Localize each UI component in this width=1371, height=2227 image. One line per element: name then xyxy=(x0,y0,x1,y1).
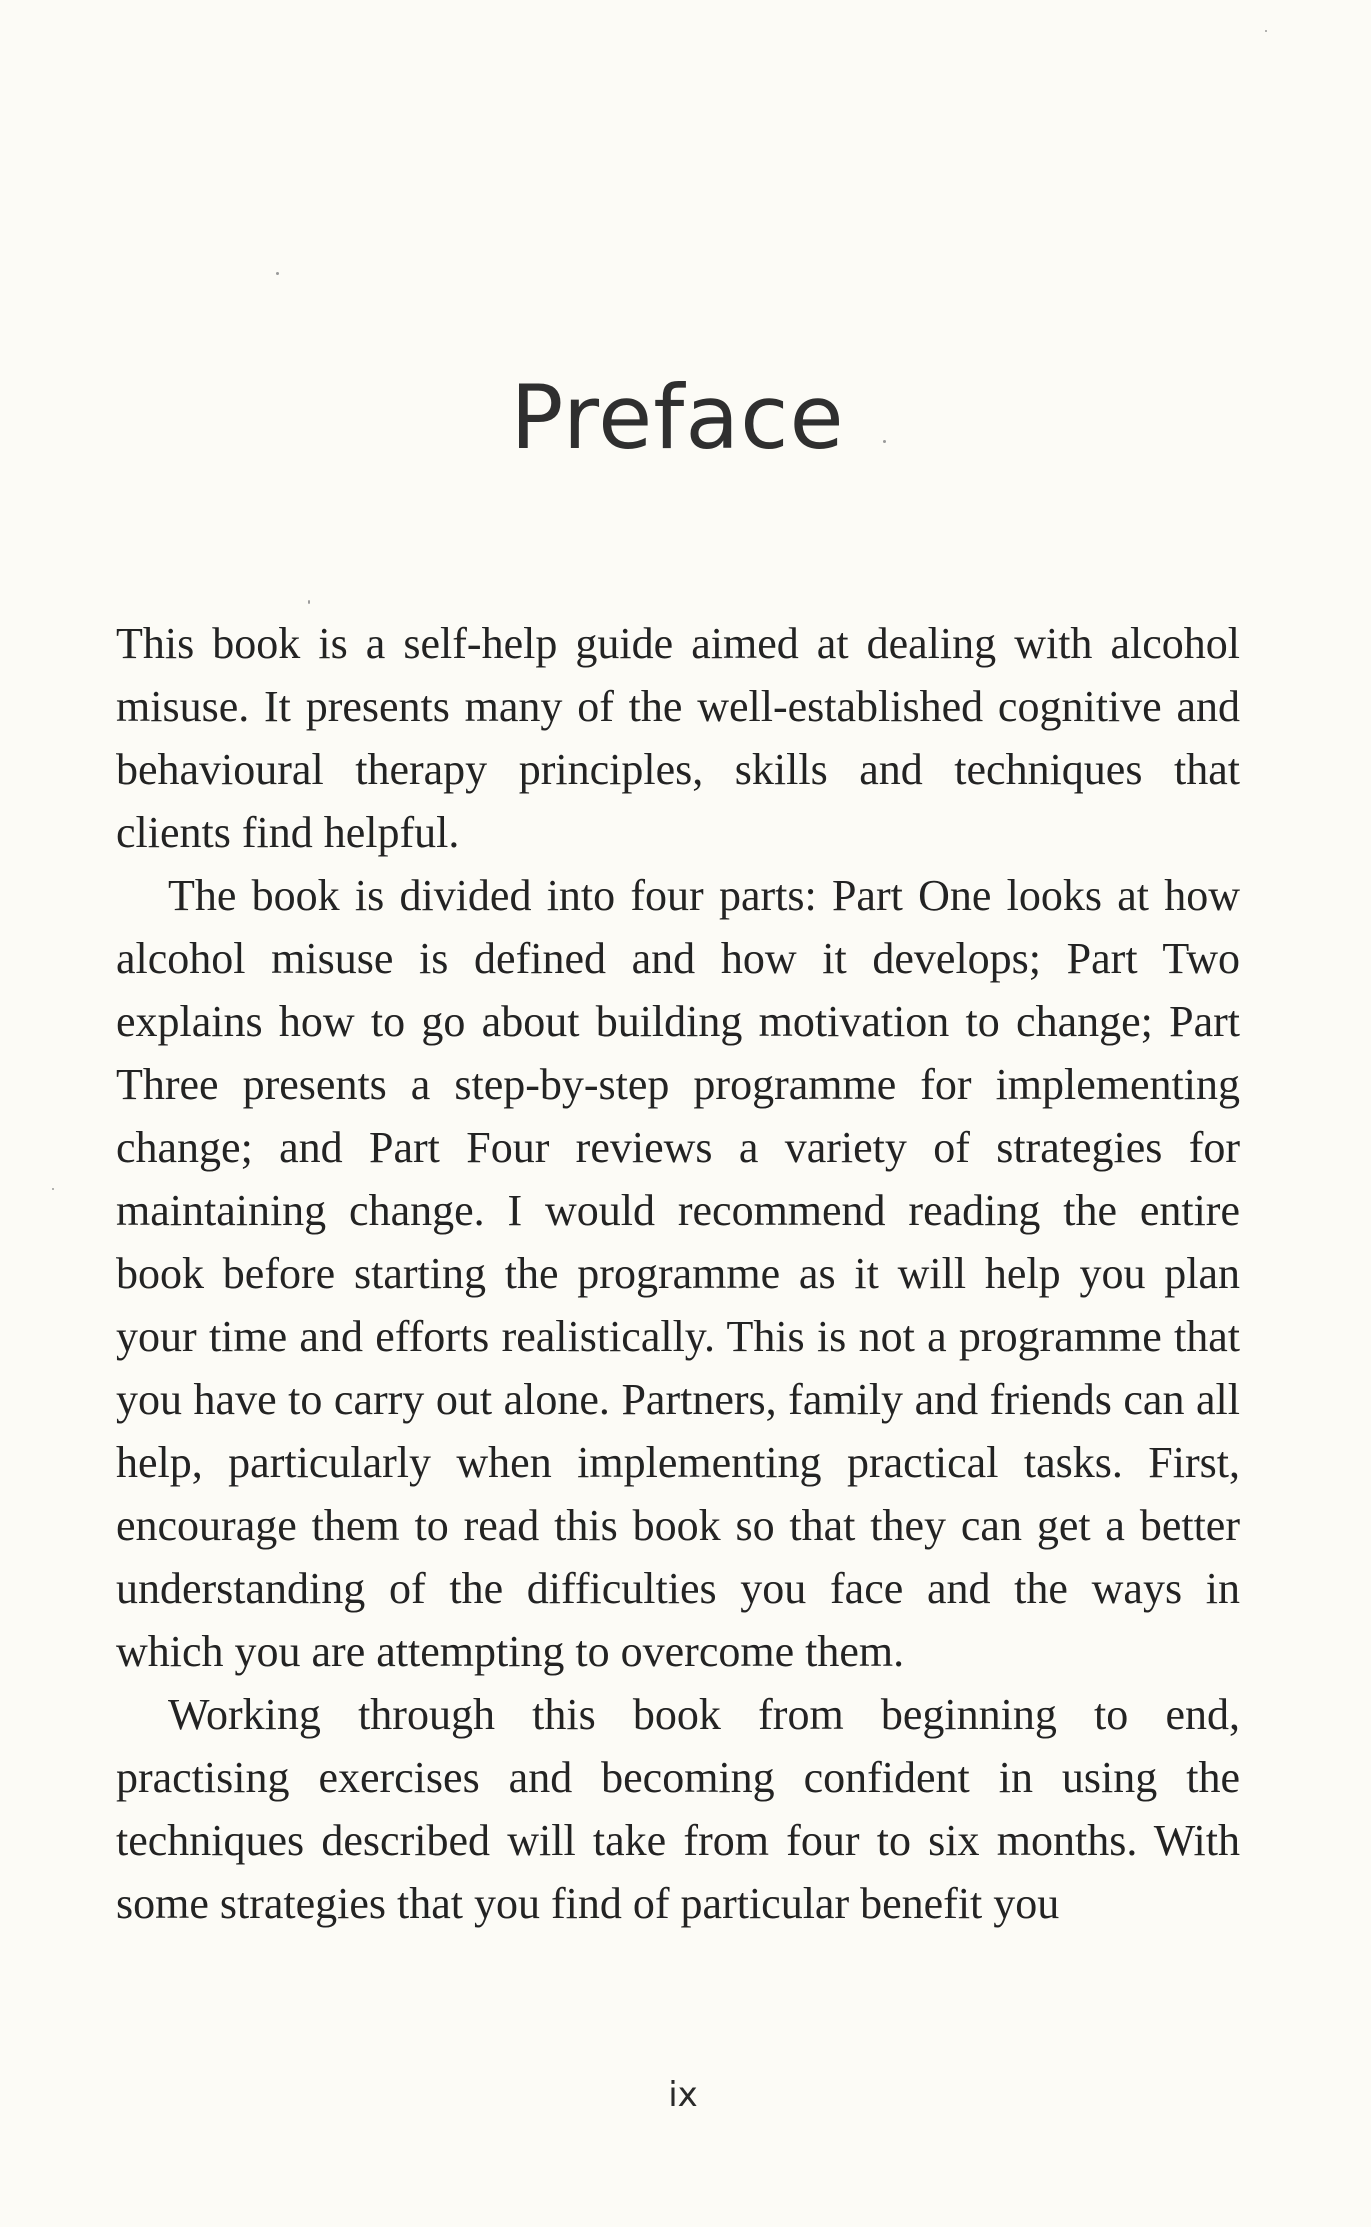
paper-speck xyxy=(1265,30,1267,32)
body-text xyxy=(116,612,1240,1935)
paragraph-1: This book is a self-help guide aimed at dealing with alcohol misuse. It presents many of the well-established cognitive and behavioural therapy principles, skills and techniques that clients find helpful. xyxy=(116,619,1240,857)
paper-speck xyxy=(52,1188,54,1190)
page-number: ix xyxy=(668,2075,698,2115)
paragraph-2: The book is divided into four parts: Part One looks at how alcohol misuse is defined and how it develops; Part Two explains how to go about building motivation to change; Part Three presents a step-by-step programme for implementing change; and Part Four reviews a variety of strategies for maintaining change. I would recommend reading the entire book before starting the programme as it will help you plan your time and efforts realistically. This is not a programme that you have to carry out alone. Partners, family and friends can all help, particularly when implementing practical tasks. First, encourage them to read this book so that they can get a better understanding of the difficulties you face and the ways in which you are attempting to overcome them. xyxy=(116,871,1240,1676)
page-title: Preface xyxy=(510,366,845,469)
paper-speck xyxy=(308,600,310,604)
paragraph-3: Working through this book from beginning to end, practising exercises and becoming confident in using the techniques described will take from four to six months. With some strategies that you find of particular benefit you xyxy=(116,1690,1240,1928)
paper-speck xyxy=(276,272,279,275)
paper-speck xyxy=(883,440,886,443)
